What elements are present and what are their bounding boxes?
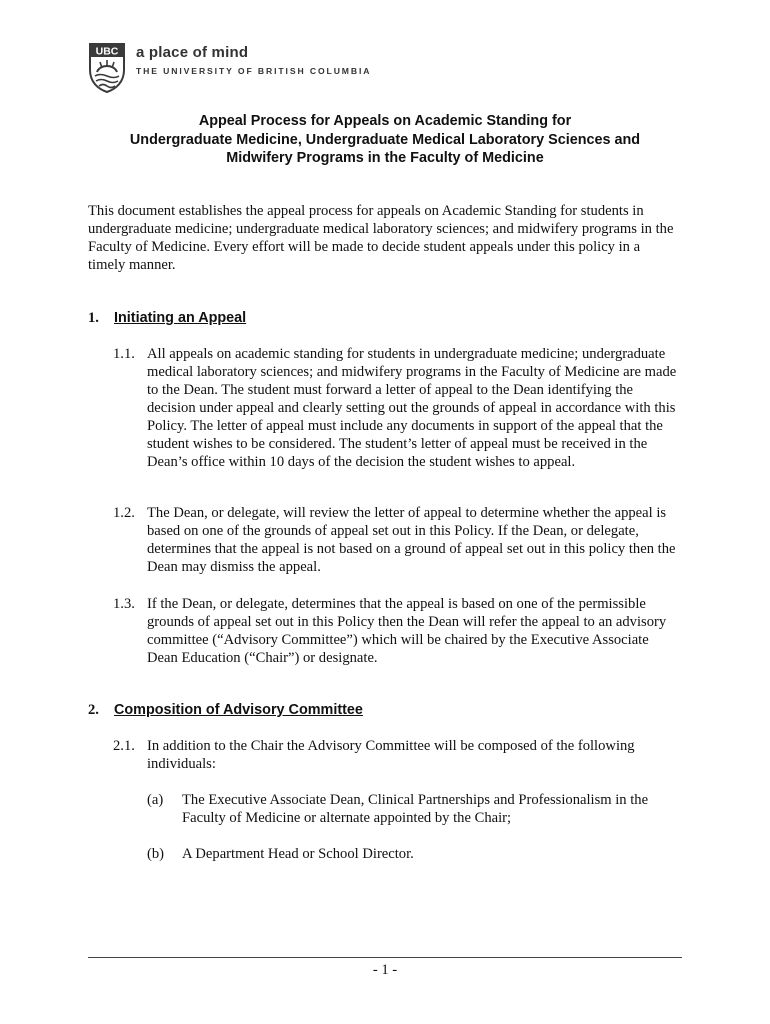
item-number: 1.2. bbox=[113, 505, 135, 521]
section-title: Initiating an Appeal bbox=[114, 310, 247, 326]
title-line: Undergraduate Medicine, Undergraduate Medical Laboratory Sciences and bbox=[129, 131, 641, 148]
section-heading bbox=[88, 701, 363, 719]
sub-item-label: (a) bbox=[147, 792, 164, 808]
logo-abbr: UBC bbox=[95, 45, 119, 58]
sub-item-label: (b) bbox=[147, 846, 165, 862]
item-number: 1.3. bbox=[113, 596, 135, 612]
university-name: THE UNIVERSITY OF BRITISH COLUMBIA bbox=[136, 66, 372, 76]
title-line: Appeal Process for Appeals on Academic Standing for bbox=[198, 113, 572, 129]
intro-paragraph: This document establishes the appeal process for appeals on Academic Standing for students in undergraduate medicine; undergraduate medical laboratory sciences; and midwifery programs in the Faculty of Medicine. Every effort will be made to decide student appeals under this policy in a timely manner. bbox=[88, 203, 674, 273]
item-text: All appeals on academic standing for students in undergraduate medicine; undergraduate medical laboratory sciences; and midwifery programs in the Faculty of Medicine are made to the Dean. The student must forward a letter of appeal to the Dean identifying the decision under appeal and clearly setting out the grounds of appeal in accordance with this Policy. The letter of appeal must include any documents in support of the appeal that the student wishes to be considered. The student’s letter of appeal must be received in the Dean’s office within 10 days of the decision the student wishes to appeal. bbox=[147, 346, 677, 470]
item-text: If the Dean, or delegate, determines that the appeal is based on one of the permissible grounds of appeal set out in this Policy then the Dean will refer the appeal to an advisory committee (“Advisory Committee”) which will be chaired by the Executive Associate Dean Education (“Chair”) or designate. bbox=[147, 596, 667, 666]
list-item bbox=[113, 595, 683, 667]
sub-item-text: A Department Head or School Director. bbox=[182, 846, 414, 862]
list-item bbox=[113, 737, 683, 773]
sub-item-text: The Executive Associate Dean, Clinical Partnerships and Professionalism in the Faculty of Medicine or alternate appointed by the Chair; bbox=[182, 792, 649, 826]
list-item bbox=[113, 504, 683, 576]
item-number: 2.1. bbox=[113, 738, 135, 754]
logo-tagline: a place of mind bbox=[136, 44, 249, 61]
section-heading bbox=[88, 309, 246, 327]
section-number: 1. bbox=[88, 310, 99, 326]
title-line: Midwifery Programs in the Faculty of Medicine bbox=[226, 150, 544, 166]
sub-item bbox=[147, 791, 683, 827]
page-number: - 1 - bbox=[372, 962, 398, 978]
item-text: The Dean, or delegate, will review the letter of appeal to determine whether the appeal is based on one of the grounds of appeal set out in this Policy. If the Dean, or delegate, determines that the appeal is not based on a ground of appeal set out in this policy then the Dean may dismiss the appeal. bbox=[147, 505, 676, 575]
item-number: 1.1. bbox=[113, 346, 135, 362]
list-item bbox=[113, 345, 683, 471]
ubc-logo bbox=[88, 42, 371, 94]
item-text: In addition to the Chair the Advisory Committee will be composed of the following individuals: bbox=[147, 738, 635, 772]
section-number: 2. bbox=[88, 702, 99, 718]
footer-divider bbox=[88, 957, 682, 958]
ubc-crest-icon bbox=[88, 42, 126, 94]
sub-item bbox=[147, 845, 683, 863]
section-title: Composition of Advisory Committee bbox=[114, 702, 363, 718]
document-title bbox=[88, 112, 682, 168]
